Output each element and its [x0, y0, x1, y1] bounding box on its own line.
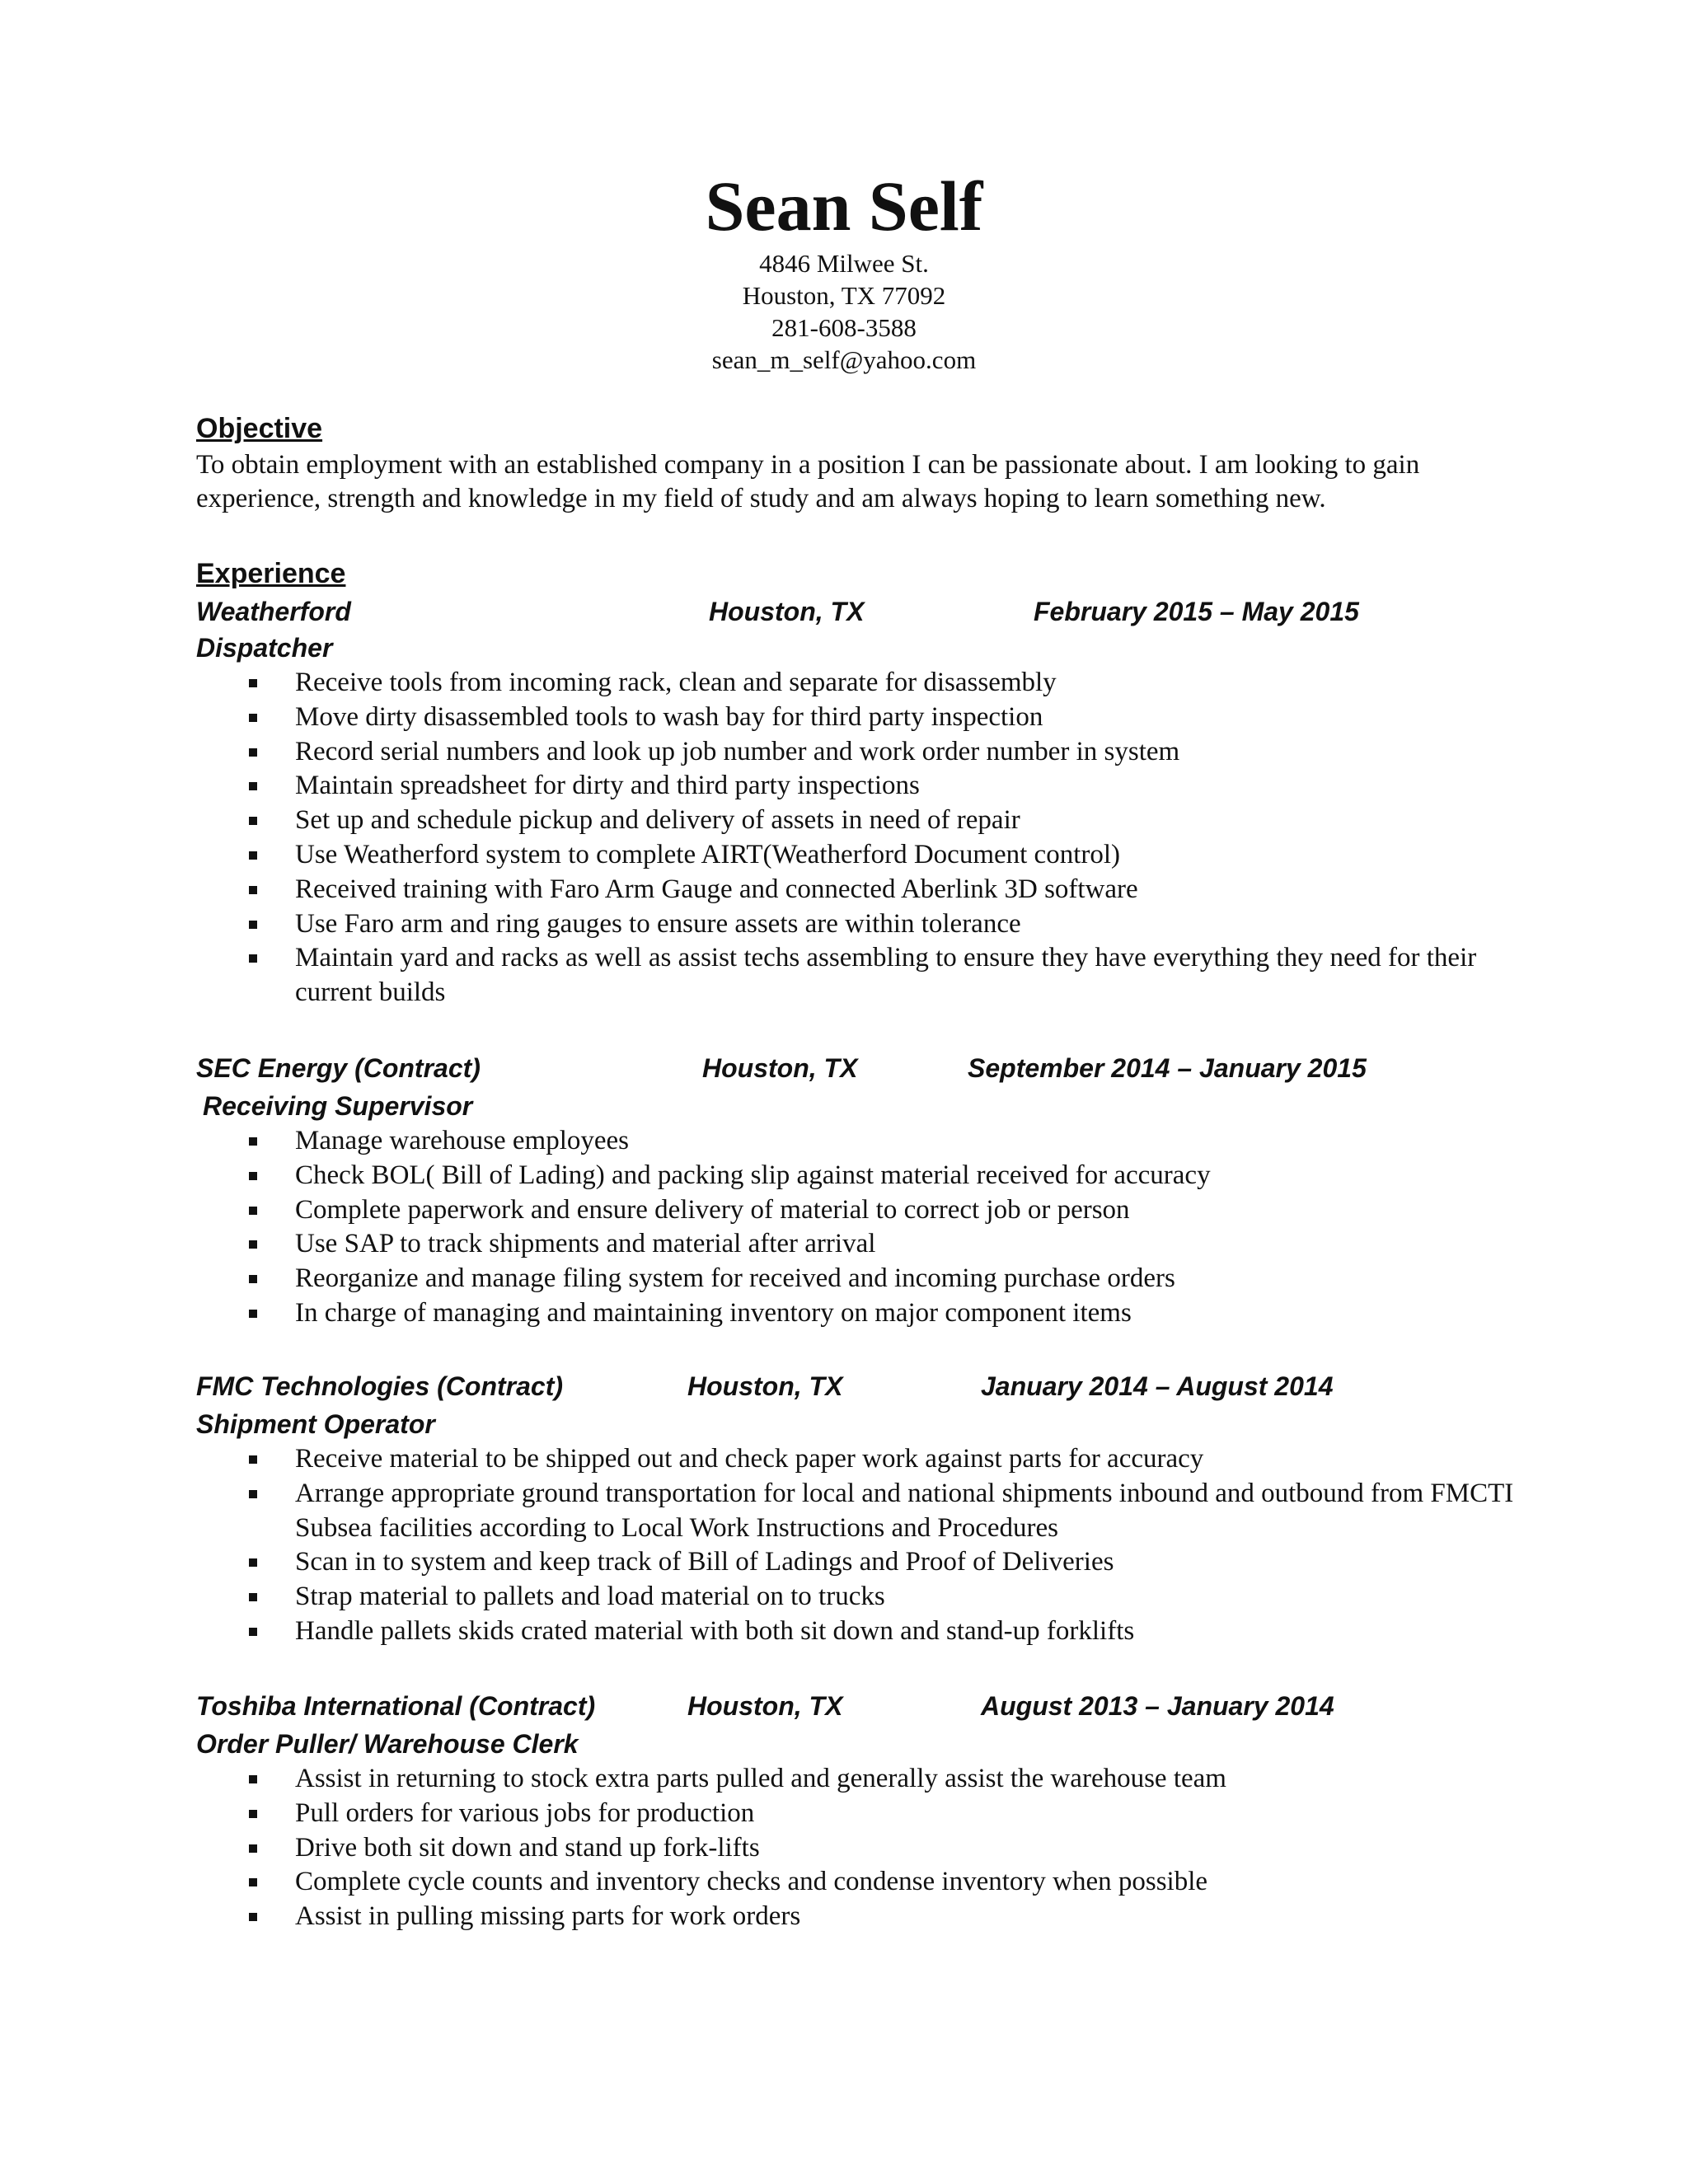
objective-heading: Objective	[196, 413, 323, 444]
job-company: Toshiba International (Contract)	[196, 1691, 596, 1721]
bullet-icon	[249, 1628, 257, 1636]
list-item: Maintain spreadsheet for dirty and third party inspections	[247, 769, 1517, 804]
bullet-icon	[249, 1558, 257, 1567]
job-role: Receiving Supervisor	[203, 1091, 473, 1121]
job-duties-list	[247, 1124, 1517, 1331]
bullet-icon	[249, 1240, 257, 1249]
job-dates: September 2014 – January 2015	[968, 1053, 1367, 1083]
bullet-icon	[249, 1878, 257, 1886]
list-item: Move dirty disassembled tools to wash bay for third party inspection	[247, 701, 1517, 735]
job-dates: August 2013 – January 2014	[981, 1691, 1334, 1721]
list-item: Reorganize and manage filing system for received and incoming purchase orders	[247, 1262, 1517, 1296]
bullet-icon	[249, 1172, 257, 1180]
candidate-name: Sean Self	[705, 166, 983, 246]
job-company: SEC Energy (Contract)	[196, 1053, 481, 1083]
bullet-icon	[249, 954, 257, 963]
list-item: Complete paperwork and ensure delivery of material to correct job or person	[247, 1193, 1517, 1228]
list-item: Assist in returning to stock extra parts pulled and generally assist the warehouse team	[247, 1762, 1517, 1797]
list-item: In charge of managing and maintaining inventory on major component items	[247, 1296, 1517, 1331]
list-item: Manage warehouse employees	[247, 1124, 1517, 1159]
list-item: Use SAP to track shipments and material after arrival	[247, 1227, 1517, 1262]
list-item: Record serial numbers and look up job number and work order number in system	[247, 735, 1517, 770]
job-location: Houston, TX	[709, 597, 865, 626]
job-dates: January 2014 – August 2014	[981, 1371, 1334, 1401]
bullet-icon	[249, 714, 257, 722]
list-item: Receive material to be shipped out and check paper work against parts for accuracy	[247, 1442, 1517, 1477]
list-item: Use Faro arm and ring gauges to ensure assets are within tolerance	[247, 907, 1517, 942]
list-item: Scan in to system and keep track of Bill of Ladings and Proof of Deliveries	[247, 1545, 1517, 1580]
bullet-icon	[249, 782, 257, 790]
bullet-icon	[249, 1775, 257, 1783]
list-item: Strap material to pallets and load material on to trucks	[247, 1580, 1517, 1615]
list-item: Use Weatherford system to complete AIRT(Weatherford Document control)	[247, 838, 1517, 873]
list-item: Complete cycle counts and inventory checks and condense inventory when possible	[247, 1865, 1517, 1900]
bullet-icon	[249, 886, 257, 894]
job-dates: February 2015 – May 2015	[1034, 597, 1359, 626]
bullet-icon	[249, 1455, 257, 1464]
list-item: Pull orders for various jobs for production	[247, 1797, 1517, 1831]
bullet-icon	[249, 1207, 257, 1215]
bullet-icon	[249, 851, 257, 860]
list-item: Arrange appropriate ground transportation for local and national shipments inbound and outbound from FMCTI Subsea facilities according to Local Work Instructions and Procedures	[247, 1477, 1517, 1546]
bullet-icon	[249, 1275, 257, 1283]
job-company: FMC Technologies (Contract)	[196, 1371, 564, 1401]
job-location: Houston, TX	[687, 1371, 843, 1401]
job-role: Order Puller/ Warehouse Clerk	[196, 1729, 579, 1759]
list-item: Assist in pulling missing parts for work orders	[247, 1900, 1517, 1934]
list-item: Receive tools from incoming rack, clean and separate for disassembly	[247, 666, 1517, 701]
list-item: Maintain yard and racks as well as assist techs assembling to ensure they have everything they need for their current builds	[247, 941, 1517, 1010]
bullet-icon	[249, 1137, 257, 1146]
list-item: Check BOL( Bill of Lading) and packing slip against material received for accuracy	[247, 1159, 1517, 1193]
bullet-icon	[249, 921, 257, 929]
job-location: Houston, TX	[687, 1691, 843, 1721]
list-item: Drive both sit down and stand up fork-lifts	[247, 1831, 1517, 1866]
bullet-icon	[249, 1810, 257, 1818]
job-duties-list	[247, 1762, 1517, 1934]
job-role: Shipment Operator	[196, 1409, 435, 1439]
list-item: Set up and schedule pickup and delivery of assets in need of repair	[247, 804, 1517, 838]
bullet-icon	[249, 1490, 257, 1498]
job-location: Houston, TX	[702, 1053, 858, 1083]
job-duties-list	[247, 666, 1517, 1010]
resume-header	[0, 165, 1688, 376]
address-line-1: 4846 Milwee St.	[759, 249, 929, 278]
bullet-icon	[249, 817, 257, 825]
experience-heading: Experience	[196, 558, 346, 589]
objective-text: To obtain employment with an established company in a position I can be passionate about. I am looking to gain experience, strength and knowledge in my field of study and am always hoping to learn something new.	[196, 450, 1420, 513]
bullet-icon	[249, 1310, 257, 1318]
list-item: Handle pallets skids crated material with both sit down and stand-up forklifts	[247, 1615, 1517, 1649]
address-line-2: Houston, TX 77092	[742, 281, 946, 310]
bullet-icon	[249, 1844, 257, 1853]
bullet-icon	[249, 748, 257, 757]
bullet-icon	[249, 1593, 257, 1601]
phone-number: 281-608-3588	[771, 313, 917, 342]
bullet-icon	[249, 1913, 257, 1921]
job-role: Dispatcher	[196, 633, 333, 663]
bullet-icon	[249, 679, 257, 687]
email-address: sean_m_self@yahoo.com	[711, 345, 977, 374]
job-company: Weatherford	[196, 597, 351, 626]
list-item: Received training with Faro Arm Gauge and connected Aberlink 3D software	[247, 873, 1517, 907]
job-duties-list	[247, 1442, 1517, 1649]
